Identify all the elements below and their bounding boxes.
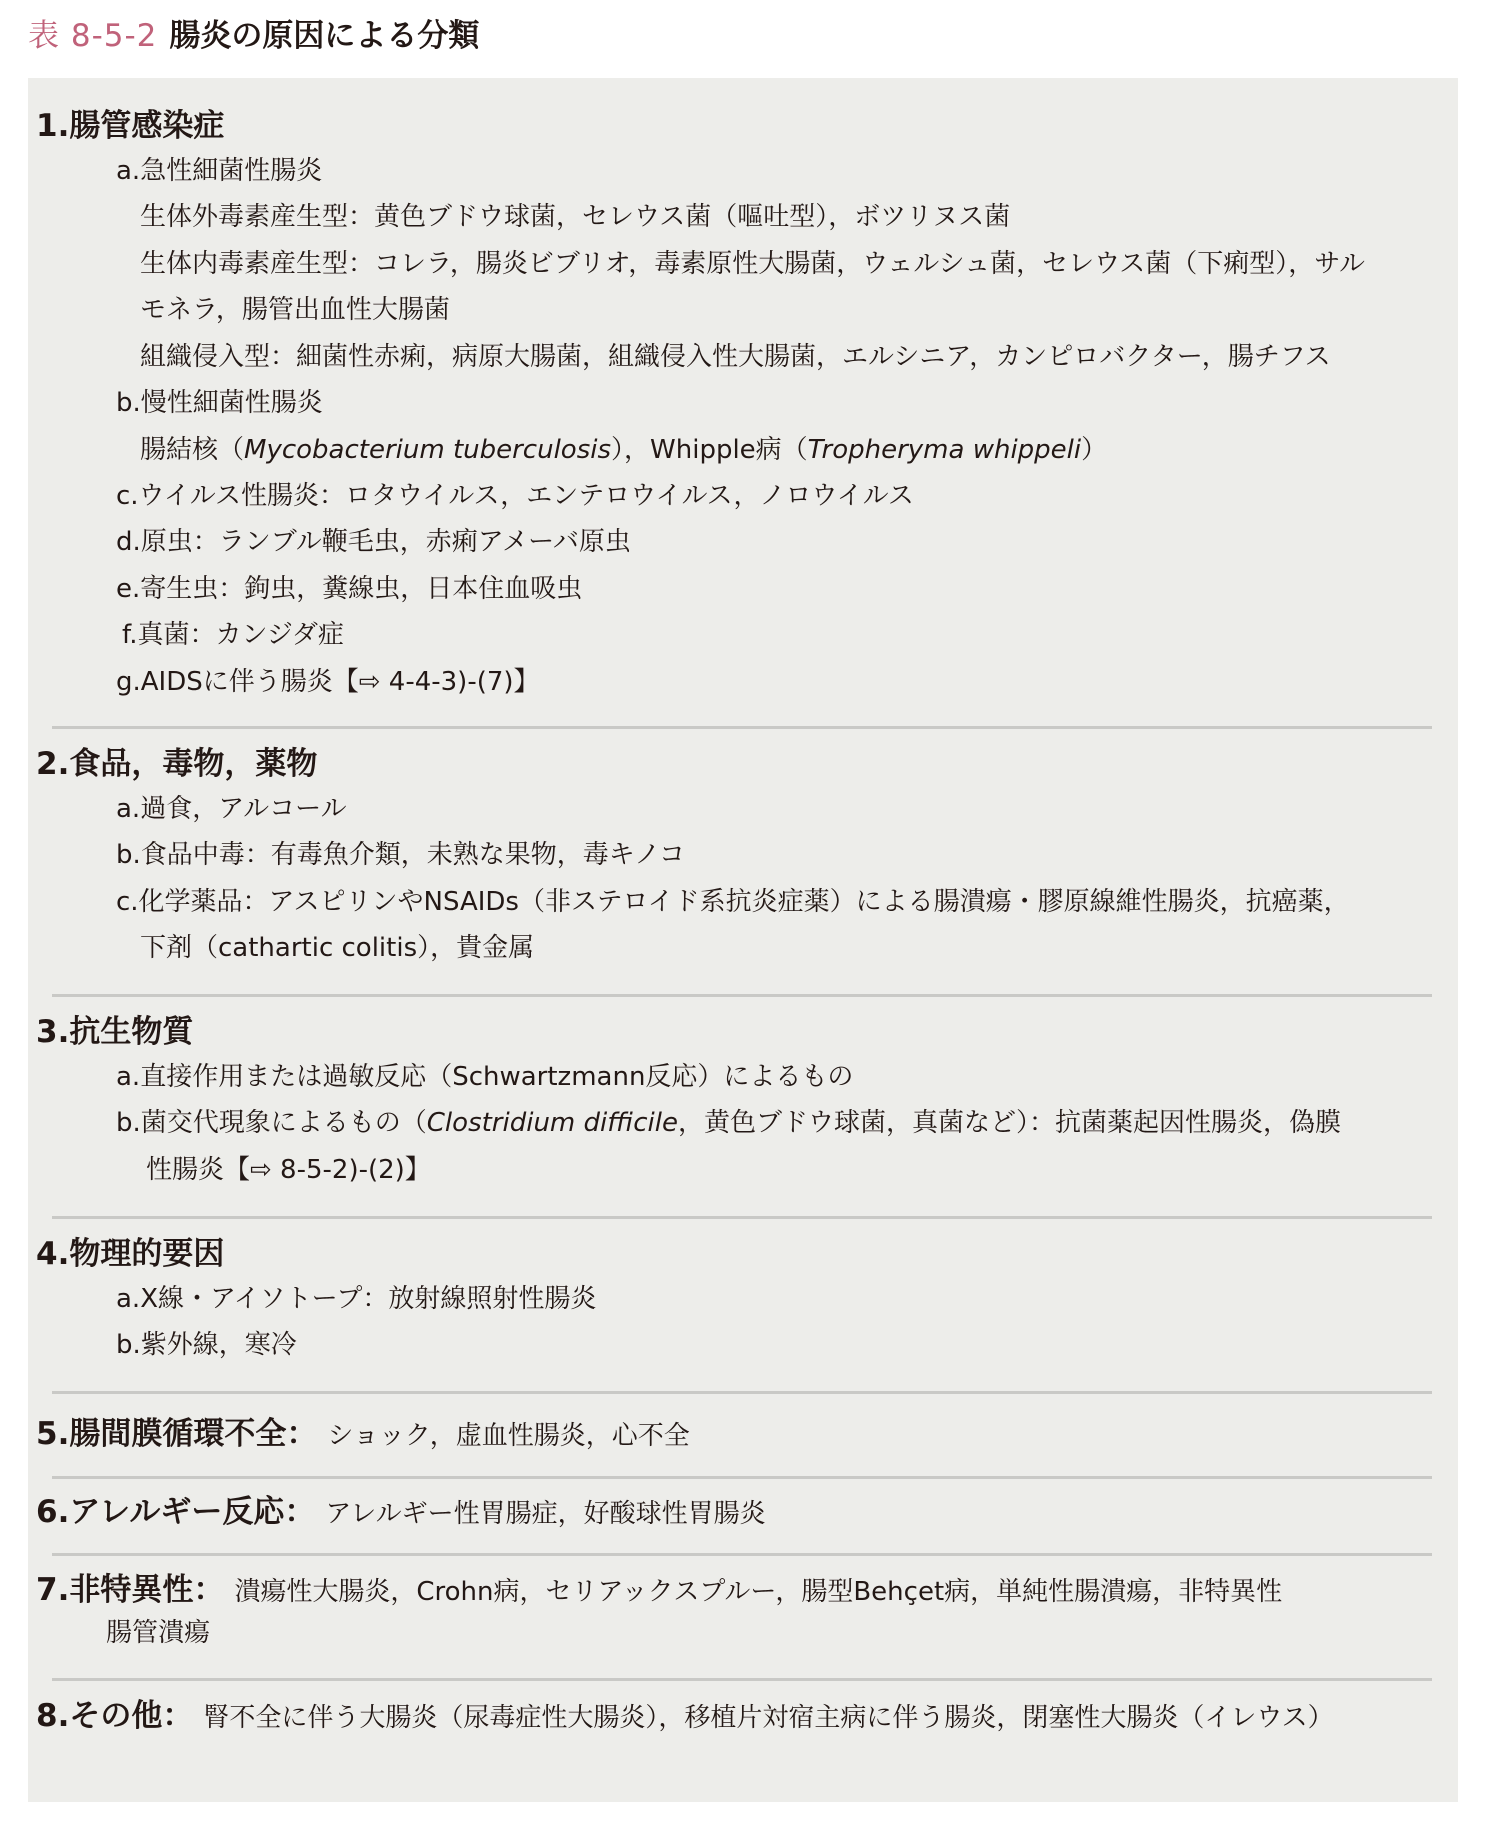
section-6-heading: 6.アレルギー反応：: [36, 1494, 316, 1530]
section-5-heading: 5.腸間膜循環不全：: [36, 1416, 318, 1452]
s3-item-b-cont: 性腸炎【⇨ 8-5-2)-(2)】: [146, 1155, 431, 1185]
section-8-row: [36, 1696, 1334, 1738]
s2-item-a: a.過食，アルコール: [116, 794, 347, 824]
s1-item-b: b.慢性細菌性腸炎: [116, 388, 323, 418]
s1-b1-pre: 腸結核（: [140, 435, 245, 465]
section-1-heading: 1.腸管感染症: [36, 108, 225, 144]
s3-b-post: ，黄色ブドウ球菌，真菌など）：抗菌薬起因性腸炎，偽膜: [677, 1108, 1341, 1138]
section-6-row: [36, 1492, 766, 1534]
s2-item-b: b.食品中毒：有毒魚介類，未熟な果物，毒キノコ: [116, 840, 685, 870]
section-5-row: [36, 1414, 690, 1456]
s1-item-e: e.寄生虫：鉤虫，糞線虫，日本住血吸虫: [116, 574, 583, 604]
section-7-heading: 7.非特異性：: [36, 1572, 225, 1608]
s1-b1-species-2: Tropheryma whippeli: [807, 435, 1082, 465]
section-6-detail: アレルギー性胃腸症，好酸球性胃腸炎: [325, 1499, 766, 1529]
divider: [52, 1476, 1432, 1479]
s3-item-a: a.直接作用または過敏反応（Schwartzmann反応）によるもの: [116, 1062, 854, 1092]
section-8-heading: 8.その他：: [36, 1698, 194, 1734]
table-caption: 腸炎の原因による分類: [169, 18, 480, 54]
s1-item-a1: 生体外毒素産生型：黄色ブドウ球菌，セレウス菌（嘔吐型），ボツリヌス菌: [140, 202, 1011, 232]
divider: [52, 1216, 1432, 1219]
section-3-heading: 3.抗生物質: [36, 1014, 194, 1050]
s1-b1-mid: ），Whipple病（: [611, 435, 808, 465]
s1-item-a2-cont: モネラ，腸管出血性大腸菌: [140, 295, 450, 325]
s1-item-d: d.原虫：ランブル鞭毛虫，赤痢アメーバ原虫: [116, 527, 631, 557]
s1-item-a3: 組織侵入型：細菌性赤痢，病原大腸菌，組織侵入性大腸菌，エルシニア，カンピロバクター，腸チフス: [140, 342, 1331, 372]
s1-item-g: g.AIDSに伴う腸炎【⇨ 4-4-3)-(7)】: [116, 667, 540, 697]
s1-b1-post: ）: [1081, 435, 1108, 465]
section-7-row: [36, 1570, 1282, 1612]
s3-item-b: [116, 1103, 1341, 1143]
classification-table: [28, 78, 1458, 1802]
s4-item-a: a.X線・アイソトープ：放射線照射性腸炎: [116, 1284, 597, 1314]
s3-b-species: Clostridium difficile: [426, 1108, 678, 1138]
s3-b-pre: b.菌交代現象によるもの（: [116, 1108, 427, 1138]
divider: [52, 994, 1432, 997]
table-number: 表 8-5-2: [28, 18, 158, 54]
divider: [52, 726, 1432, 729]
section-8-detail: 腎不全に伴う大腸炎（尿毒症性大腸炎），移植片対宿主病に伴う腸炎，閉塞性大腸炎（イレウス）: [203, 1703, 1334, 1733]
section-4-heading: 4.物理的要因: [36, 1236, 225, 1272]
s2-item-c-cont: 下剤（cathartic colitis），貴金属: [140, 933, 535, 963]
s1-item-a2: 生体内毒素産生型：コレラ，腸炎ビブリオ，毒素原性大腸菌，ウェルシュ菌，セレウス菌（下痢型），サル: [140, 249, 1365, 279]
s1-b1-species-1: Mycobacterium tuberculosis: [244, 435, 612, 465]
divider: [52, 1391, 1432, 1394]
section-5-detail: ショック，虚血性腸炎，心不全: [327, 1421, 690, 1451]
table-title: [28, 14, 479, 58]
s1-item-c: c.ウイルス性腸炎：ロタウイルス，エンテロウイルス，ノロウイルス: [116, 481, 914, 511]
section-7-detail: 潰瘍性大腸炎，Crohn病，セリアックスプルー，腸型Behçet病，単純性腸潰瘍，非特異性: [234, 1577, 1283, 1607]
s1-item-f: f.真菌：カンジダ症: [122, 620, 344, 650]
s1-item-a: a.急性細菌性腸炎: [116, 156, 323, 186]
section-7-detail-cont: 腸管潰瘍: [106, 1618, 211, 1648]
section-2-heading: 2.食品，毒物，薬物: [36, 746, 318, 782]
s4-item-b: b.紫外線，寒冷: [116, 1330, 297, 1360]
divider: [52, 1553, 1432, 1556]
divider: [52, 1678, 1432, 1681]
s1-item-b1: [140, 430, 1107, 470]
s2-item-c: c.化学薬品：アスピリンやNSAIDs（非ステロイド系抗炎症薬）による腸潰瘍・膠原線維性腸炎，抗癌薬，: [116, 887, 1350, 917]
